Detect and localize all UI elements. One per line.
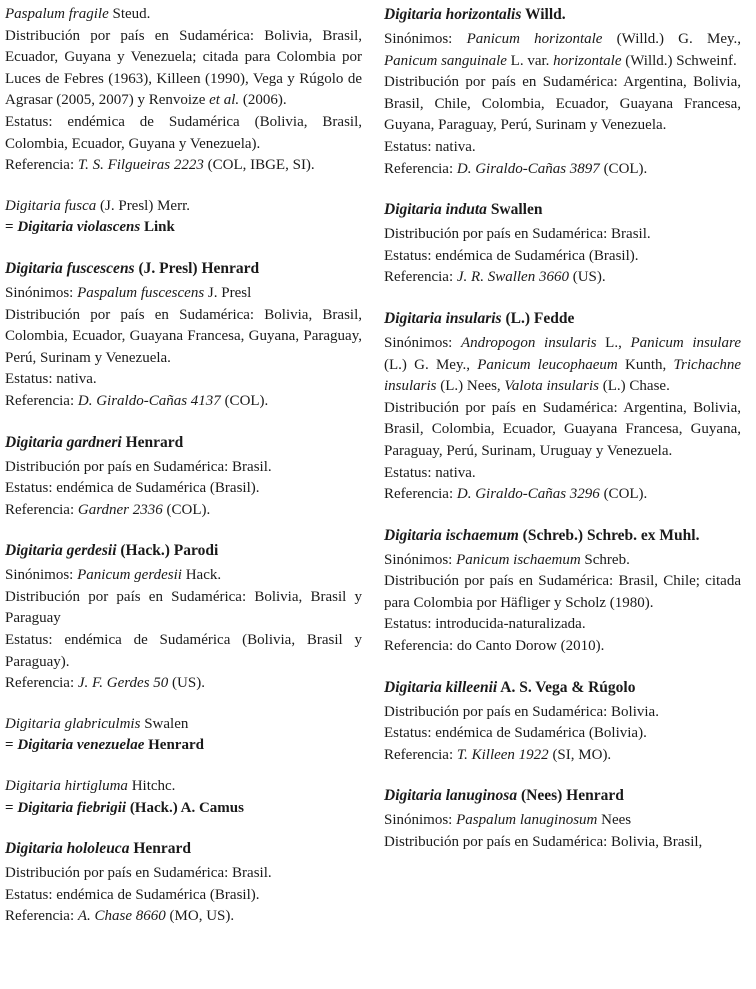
synonym-name: Trichachne insularis <box>384 356 742 395</box>
entry-digitaria-lanuginosa <box>384 785 741 853</box>
status-text: endémica de Sudamérica (Bolivia, Brasil y Paraguay). <box>5 632 363 670</box>
reference-herbaria: (SI, MO). <box>548 746 612 763</box>
synonym-author: L., <box>596 334 631 351</box>
entry-paspalum-fragile <box>5 4 362 177</box>
entry-digitaria-killeenii <box>384 677 741 767</box>
reference-label: Referencia: <box>5 501 78 518</box>
distribution-text: Argentina, Bolivia, Brasil, Colombia, Ecuador, Guayana Francesa, Guyana, Paraguay, Perú, Surinam, Uruguay y Venezuela. <box>384 399 741 459</box>
status-label: Estatus: <box>5 480 57 497</box>
taxon-name: Digitaria insularis <box>384 309 502 327</box>
et-al: et al. <box>209 92 240 109</box>
reference-label: Referencia: <box>384 746 457 763</box>
taxon-name: Digitaria hololeuca <box>5 840 130 858</box>
status-text: nativa. <box>56 371 97 388</box>
taxon-name: Digitaria hirtigluma <box>5 778 128 795</box>
synonyms-label: Sinónimos: <box>384 31 467 47</box>
distribution-text: Bolivia, Brasil, Ecuador, Guyana y Venezuela; citada para Colombia por Luces de Febres (1963), Killeen (1990), Vega y Rúgolo de Agrasar (2005, 2007) y Renvoize <box>5 27 362 109</box>
synonyms <box>5 283 362 305</box>
taxon-author: Hitchc. <box>127 778 176 795</box>
synonym-author: (L.) G. Mey., <box>384 356 478 373</box>
taxon-heading <box>5 540 362 562</box>
distribution <box>5 305 362 370</box>
accepted-author: Henrard <box>144 737 204 754</box>
distribution <box>384 571 741 614</box>
reference <box>5 673 362 695</box>
status-label: Estatus: <box>384 138 436 155</box>
reference-herbaria: (US). <box>168 675 205 692</box>
status-label: Estatus: <box>5 371 57 388</box>
status-text: introducida-naturalizada. <box>435 616 586 633</box>
status-text: endémica de Sudamérica (Brasil). <box>435 247 639 264</box>
reference-specimen: D. Giraldo-Cañas 3897 <box>456 160 600 177</box>
reference-label: Referencia: <box>5 675 78 692</box>
synonym-name: Andropogon insularis <box>460 334 597 351</box>
reference-herbaria: (COL, IBGE, SI). <box>203 157 315 174</box>
distribution-label: Distribución por país en Sudamérica: <box>5 27 265 44</box>
synonym-author: Schreb. <box>580 551 630 568</box>
taxon-author: Steud. <box>108 6 151 22</box>
status <box>5 369 362 391</box>
accepted-name <box>5 217 362 239</box>
distribution-text: Brasil. <box>611 226 651 243</box>
synonym-name: Panicum horizontale <box>466 31 603 47</box>
taxon-author: (Hack.) Parodi <box>116 542 219 560</box>
status-label: Estatus: <box>5 113 68 130</box>
status-text: nativa. <box>435 138 476 155</box>
synonym-author: (L.) Nees, <box>436 378 505 395</box>
accepted-author: (Hack.) A. Camus <box>126 799 244 816</box>
distribution-text: Bolivia. <box>611 703 659 720</box>
distribution <box>384 398 741 463</box>
status <box>384 463 741 485</box>
status-label: Estatus: <box>384 725 436 742</box>
equals-sign: = <box>5 219 18 236</box>
reference-herbaria: (COL). <box>599 486 648 503</box>
right-column <box>384 4 741 854</box>
taxon-heading <box>5 258 362 280</box>
synonyms-label: Sinónimos: <box>384 334 461 351</box>
accepted-taxon: Digitaria venezuelae <box>17 737 145 754</box>
entry-digitaria-fusca <box>5 196 362 239</box>
entry-digitaria-insularis <box>384 308 741 506</box>
reference-text: do Canto Dorow (2010). <box>456 638 605 655</box>
synonym-name: Paspalum fuscescens <box>77 284 205 301</box>
taxon-name: Digitaria gardneri <box>5 433 122 451</box>
status-label: Estatus: <box>5 886 57 903</box>
status <box>384 137 741 159</box>
synonym-author: Kunth, <box>617 356 674 373</box>
synonyms-label: Sinónimos: <box>5 567 78 584</box>
entry-digitaria-fuscescens <box>5 258 362 413</box>
distribution-text: Brasil. <box>232 865 272 882</box>
equals-sign: = <box>5 737 18 754</box>
distribution-label: Distribución por país en Sudamérica: <box>5 306 265 323</box>
reference <box>384 159 741 181</box>
taxon-author: Henrard <box>129 840 192 858</box>
reference-label: Referencia: <box>384 638 457 655</box>
distribution <box>384 702 741 724</box>
synonyms <box>5 565 362 587</box>
taxon-name: Digitaria killeenii <box>384 678 498 696</box>
synonym-name: Panicum gerdesii <box>77 567 182 584</box>
status-label: Estatus: <box>384 247 436 264</box>
distribution-label: Distribución por país en Sudamérica: <box>384 573 619 590</box>
distribution-label: Distribución por país en Sudamérica: <box>5 588 255 605</box>
entry-digitaria-horizontalis <box>384 4 741 180</box>
synonyms-label: Sinónimos: <box>5 284 78 301</box>
accepted-taxon: Digitaria violascens <box>17 219 141 236</box>
distribution-label: Distribución por país en Sudamérica: <box>384 834 612 851</box>
distribution-text: Bolivia, Brasil y Paraguay <box>5 588 362 627</box>
synonym-name: Paspalum lanuginosum <box>456 812 598 829</box>
distribution-label: Distribución por país en Sudamérica: <box>384 399 624 416</box>
status-label: Estatus: <box>384 616 436 633</box>
distribution-label: Distribución por país en Sudamérica: <box>384 703 612 720</box>
reference-specimen: J. F. Gerdes 50 <box>77 675 169 692</box>
reference-specimen: D. Giraldo-Cañas 4137 <box>77 392 221 409</box>
accepted-taxon: Digitaria fiebrigii <box>17 799 127 816</box>
distribution <box>5 457 362 479</box>
taxon-name: Digitaria induta <box>384 201 487 219</box>
status <box>384 246 741 268</box>
taxon-author: A. S. Vega & Rúgolo <box>497 678 636 696</box>
taxon-author: Swallen <box>486 201 543 219</box>
left-column <box>5 4 362 928</box>
distribution-text: Brasil, Chile; citada para Colombia por Häfliger y Scholz (1980). <box>384 573 741 611</box>
accepted-name <box>5 735 362 757</box>
distribution <box>5 863 362 885</box>
reference <box>384 636 741 658</box>
reference-herbaria: (MO, US). <box>165 908 235 925</box>
reference-label: Referencia: <box>5 157 78 174</box>
taxon-heading <box>384 677 741 699</box>
distribution-label: Distribución por país en Sudamérica: <box>384 226 612 243</box>
taxon-heading <box>5 838 362 860</box>
synonym-author: (L.) Chase. <box>599 378 670 395</box>
reference-specimen: Gardner 2336 <box>77 501 163 518</box>
entry-digitaria-gerdesii <box>5 540 362 695</box>
taxon-heading <box>384 4 741 26</box>
reference <box>384 745 741 767</box>
taxon-name: Digitaria fuscescens <box>5 259 135 277</box>
taxon-author: (J. Presl) Merr. <box>96 197 191 214</box>
distribution <box>384 224 741 246</box>
entry-digitaria-hirtigluma <box>5 776 362 819</box>
taxon-name: Digitaria gerdesii <box>5 542 117 560</box>
synonyms-label: Sinónimos: <box>384 551 457 568</box>
synonyms <box>384 810 741 832</box>
reference-herbaria: (COL). <box>162 501 211 518</box>
distribution <box>384 832 741 854</box>
distribution-text: Bolivia, Brasil, <box>611 834 703 851</box>
taxon-author: Henrard <box>121 433 184 451</box>
taxon-name: Paspalum fragile <box>5 6 109 22</box>
taxon-heading <box>5 196 362 218</box>
distribution-text: Argentina, Bolivia, Brasil, Chile, Colombia, Ecuador, Guayana Francesa, Guyana, Paraguay, Perú, Surinam y Venezuela. <box>384 74 741 134</box>
taxon-name: Digitaria glabriculmis <box>5 715 141 732</box>
synonym-name: Panicum insulare <box>630 334 741 351</box>
status-label: Estatus: <box>384 464 436 481</box>
reference-specimen: J. R. Swallen 3660 <box>456 269 569 286</box>
reference-specimen: D. Giraldo-Cañas 3296 <box>456 486 600 503</box>
reference-herbaria: (COL). <box>220 392 269 409</box>
taxon-author: (Nees) Henrard <box>517 787 624 805</box>
taxon-heading <box>384 308 741 330</box>
entry-digitaria-glabriculmis <box>5 714 362 757</box>
synonym-author: J. Presl <box>204 284 252 301</box>
taxon-heading <box>5 432 362 454</box>
distribution-text-end: (2006). <box>239 92 287 109</box>
accepted-author: Link <box>140 219 175 236</box>
taxon-author: (Schreb.) Schreb. ex Muhl. <box>518 526 700 544</box>
taxon-author: (J. Presl) Henrard <box>134 259 260 277</box>
synonyms <box>384 333 741 398</box>
reference <box>5 906 362 928</box>
taxon-heading <box>384 785 741 807</box>
status <box>384 723 741 745</box>
equals-sign: = <box>5 799 18 816</box>
accepted-name <box>5 798 362 820</box>
distribution-text: Brasil. <box>232 458 272 475</box>
taxon-heading <box>384 525 741 547</box>
reference-label: Referencia: <box>5 908 78 925</box>
reference <box>384 484 741 506</box>
taxon-author: (L.) Fedde <box>501 309 575 327</box>
synonym-author: (Willd.) G. Mey., <box>602 31 742 47</box>
synonym-name: Valota insularis <box>504 378 600 395</box>
reference <box>5 155 362 177</box>
status <box>5 478 362 500</box>
reference-label: Referencia: <box>5 392 78 409</box>
entry-digitaria-hololeuca <box>5 838 362 928</box>
taxon-name: Digitaria lanuginosa <box>384 787 518 805</box>
distribution <box>384 72 741 137</box>
distribution <box>5 587 362 630</box>
status <box>5 885 362 907</box>
reference <box>5 391 362 413</box>
synonyms-label: Sinónimos: <box>384 812 457 829</box>
status <box>5 112 362 155</box>
reference <box>5 500 362 522</box>
distribution-label: Distribución por país en Sudamérica: <box>5 458 233 475</box>
status-text: endémica de Sudamérica (Bolivia, Brasil, Colombia, Ecuador, Guyana y Venezuela). <box>5 113 363 152</box>
synonym-author: (Willd.) Schweinf. <box>621 52 737 69</box>
distribution-text: Bolivia, Brasil, Colombia, Ecuador, Guayana Francesa, Guyana, Paraguay, Perú, Surinam y Venezuela. <box>5 306 362 366</box>
status <box>384 614 741 636</box>
reference <box>384 267 741 289</box>
taxon-author: Swalen <box>140 715 189 732</box>
status-text: endémica de Sudamérica (Bolivia). <box>435 725 647 742</box>
taxon-heading <box>5 714 362 736</box>
reference-specimen: T. S. Filgueiras 2223 <box>77 157 204 174</box>
status-text: endémica de Sudamérica (Brasil). <box>56 886 260 903</box>
distribution <box>5 26 362 112</box>
taxon-name: Digitaria ischaemum <box>384 526 519 544</box>
entry-digitaria-ischaemum <box>384 525 741 658</box>
status <box>5 630 362 673</box>
taxon-name: Digitaria fusca <box>5 197 97 214</box>
reference-label: Referencia: <box>384 160 457 177</box>
status-text: endémica de Sudamérica (Brasil). <box>56 480 260 497</box>
synonyms <box>384 550 741 572</box>
reference-herbaria: (COL). <box>599 160 648 177</box>
synonym-name: Panicum sanguinale <box>384 52 507 69</box>
synonym-author: Hack. <box>181 567 222 584</box>
reference-specimen: T. Killeen 1922 <box>456 746 549 763</box>
reference-label: Referencia: <box>384 486 457 503</box>
taxon-heading <box>384 199 741 221</box>
distribution-label: Distribución por país en Sudamérica: <box>5 865 233 882</box>
entry-digitaria-induta <box>384 199 741 289</box>
synonyms <box>384 29 741 72</box>
synonym-name: Panicum leucophaeum <box>477 356 618 373</box>
status-label: Estatus: <box>5 632 65 649</box>
reference-herbaria: (US). <box>568 269 606 286</box>
synonym-author: Nees <box>597 812 632 829</box>
taxon-heading <box>5 776 362 798</box>
synonym-name: Panicum ischaemum <box>456 551 581 568</box>
status-text: nativa. <box>435 464 476 481</box>
taxon-name: Digitaria horizontalis <box>384 6 522 23</box>
entry-digitaria-gardneri <box>5 432 362 522</box>
taxon-heading <box>5 4 362 26</box>
reference-specimen: A. Chase 8660 <box>77 908 166 925</box>
synonym-variety: horizontale <box>553 52 622 69</box>
synonym-author: L. var. <box>506 52 554 69</box>
taxon-author: Willd. <box>521 6 566 23</box>
reference-label: Referencia: <box>384 269 457 286</box>
distribution-label: Distribución por país en Sudamérica: <box>384 74 624 91</box>
